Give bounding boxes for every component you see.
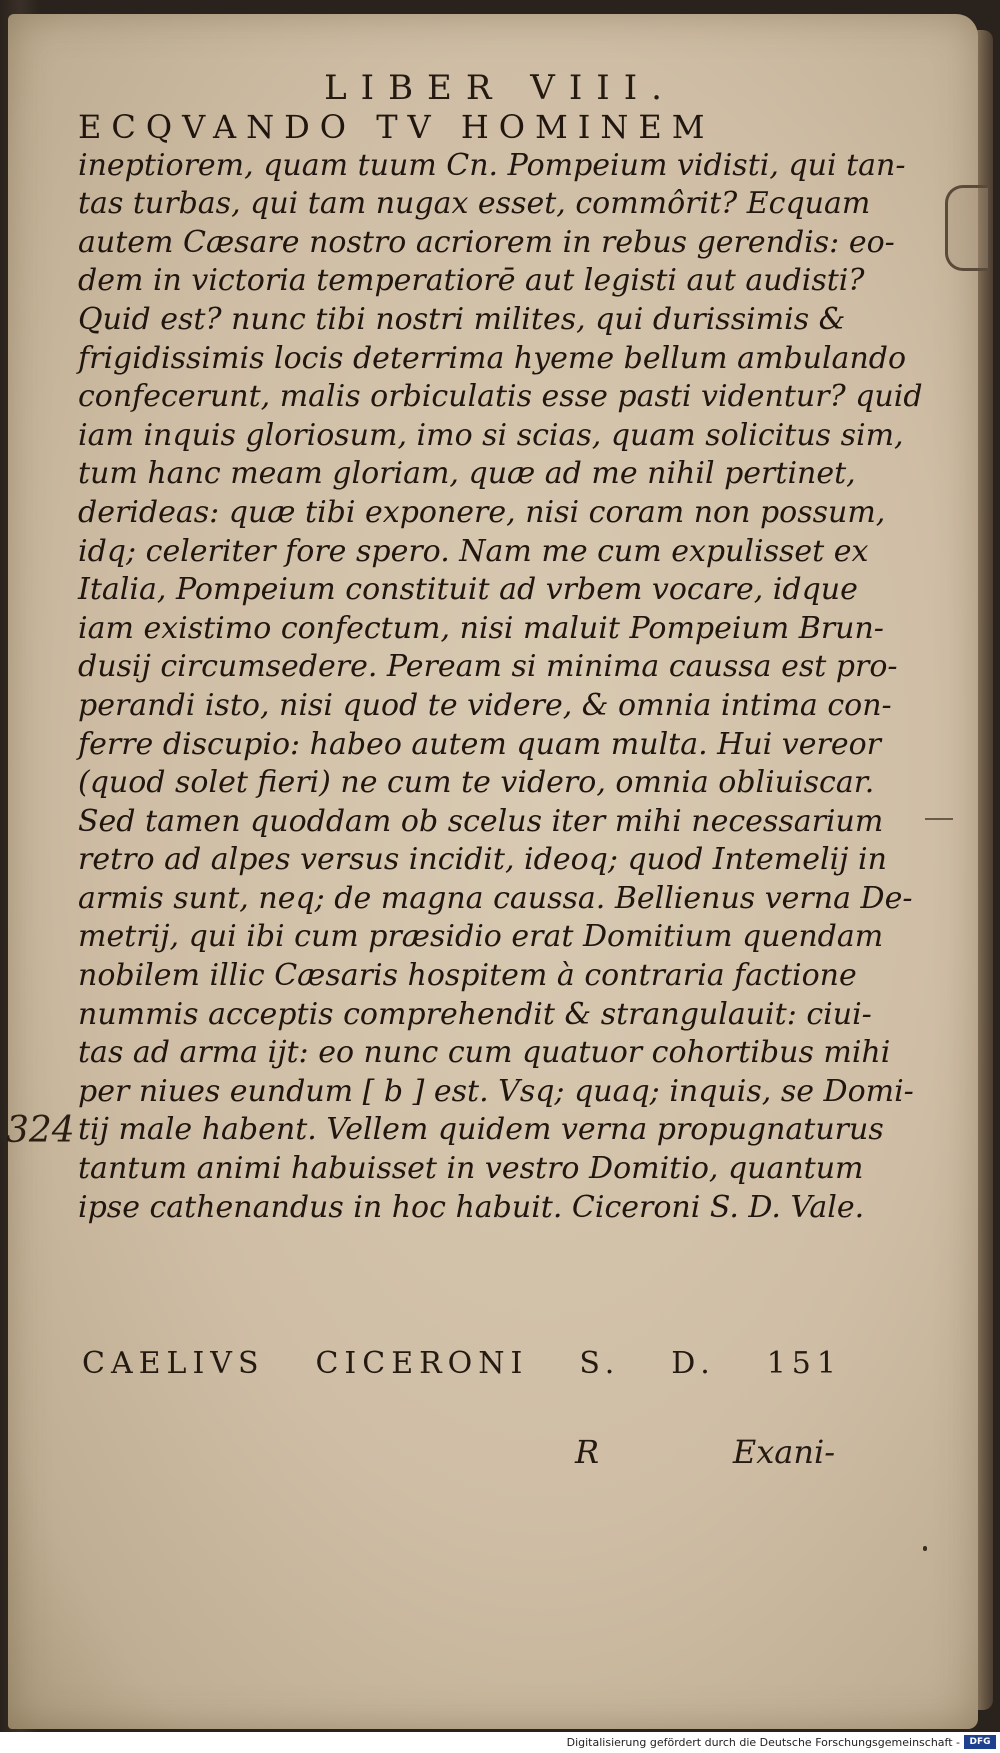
body-line: iam inquis gloriosum, imo si scias, quam solicitus sim,: [78, 417, 904, 453]
body-line: frigidissimis locis deterrima hyeme bellum ambulando: [78, 340, 907, 376]
body-line: per niues eundum [ b ] est. Vsq; quaq; inquis, se Domi-: [78, 1073, 914, 1109]
body-line: nummis acceptis comprehendit & strangulauit: ciui-: [78, 996, 872, 1032]
body-line: Quid est? nunc tibi nostri milites, qui durissimis &: [78, 301, 846, 337]
body-line: autem Cæsare nostro acriorem in rebus gerendis: eo-: [78, 224, 895, 260]
body-line: derideas: quæ tibi exponere, nisi coram non possum,: [78, 494, 886, 530]
catchword: Exani-: [732, 1433, 835, 1471]
body-line: Sed tamen quoddam ob scelus iter mihi necessarium: [78, 803, 884, 839]
body-line: nobilem illic Cæsaris hospitem à contraria factione: [78, 958, 857, 994]
body-line: ipse cathenandus in hoc habuit. Ciceroni S. D. Vale.: [78, 1189, 865, 1225]
margin-page-number: 324: [6, 1110, 75, 1151]
body-line: ferre discupio: habeo autem quam multa. Hui vereor: [78, 726, 881, 762]
catchword-row: [575, 1433, 835, 1471]
body-line: retro ad alpes versus incidit, ideoq; quod Intemelij in: [78, 842, 887, 878]
body-line: iam existimo confectum, nisi maluit Pompeium Brun-: [78, 610, 884, 646]
body-line: perandi isto, nisi quod te videre, & omnia intima con-: [78, 687, 892, 723]
body-line: dusij circumsedere. Peream si minima caussa est pro-: [78, 649, 898, 685]
body-line: ineptiorem, quam tuum Cn. Pompeium vidisti, qui tan-: [78, 147, 906, 183]
margin-mark: [925, 818, 953, 820]
body-line: idq; celeriter fore spero. Nam me cum expulisset ex: [78, 533, 869, 569]
incipit-line: ECQVANDO TV HOMINEM: [78, 108, 715, 146]
letter-body: [78, 108, 923, 1227]
body-line: tum hanc meam gloriam, quæ ad me nihil pertinet,: [78, 456, 856, 492]
heading-word: CICERONI: [315, 1346, 529, 1381]
heading-word: D.: [671, 1346, 716, 1381]
body-line: tas ad arma ijt: eo nunc cum quatuor cohortibus mihi: [78, 1035, 891, 1071]
heading-word: CAELIVS: [82, 1346, 265, 1381]
dfg-logo: DFG: [964, 1735, 996, 1749]
body-line: confecerunt, malis orbiculatis esse pasti videntur? quid: [78, 379, 923, 415]
running-title: LIBER VIII.: [324, 68, 676, 108]
body-line: (quod solet fieri) ne cum te videro, omnia obliuiscar.: [78, 765, 875, 801]
body-line: tas turbas, qui tam nugax esset, commôrit? Ecquam: [78, 186, 871, 222]
letter-number: 151: [766, 1346, 842, 1381]
ink-speck: [923, 1546, 927, 1551]
footer-credit: Digitalisierung gefördert durch die Deutsche Forschungsgemeinschaft -: [566, 1736, 960, 1749]
body-line: tij male habent. Vellem quidem verna propugnaturus: [78, 1112, 884, 1148]
body-line: dem in victoria temperatiorē aut legisti aut audisti?: [78, 263, 865, 299]
body-line: armis sunt, neq; de magna caussa. Bellienus verna De-: [78, 880, 913, 916]
signature-mark: R: [575, 1433, 600, 1471]
next-letter-heading: [82, 1346, 842, 1381]
digitization-footer: [0, 1732, 1000, 1753]
body-line: Italia, Pompeium constituit ad vrbem vocare, idque: [78, 572, 858, 608]
page-tab-clip: [945, 185, 988, 271]
body-line: metrij, qui ibi cum præsidio erat Domitium quendam: [78, 919, 884, 955]
heading-word: S.: [579, 1346, 621, 1381]
body-line: tantum animi habuisset in vestro Domitio, quantum: [78, 1151, 864, 1187]
